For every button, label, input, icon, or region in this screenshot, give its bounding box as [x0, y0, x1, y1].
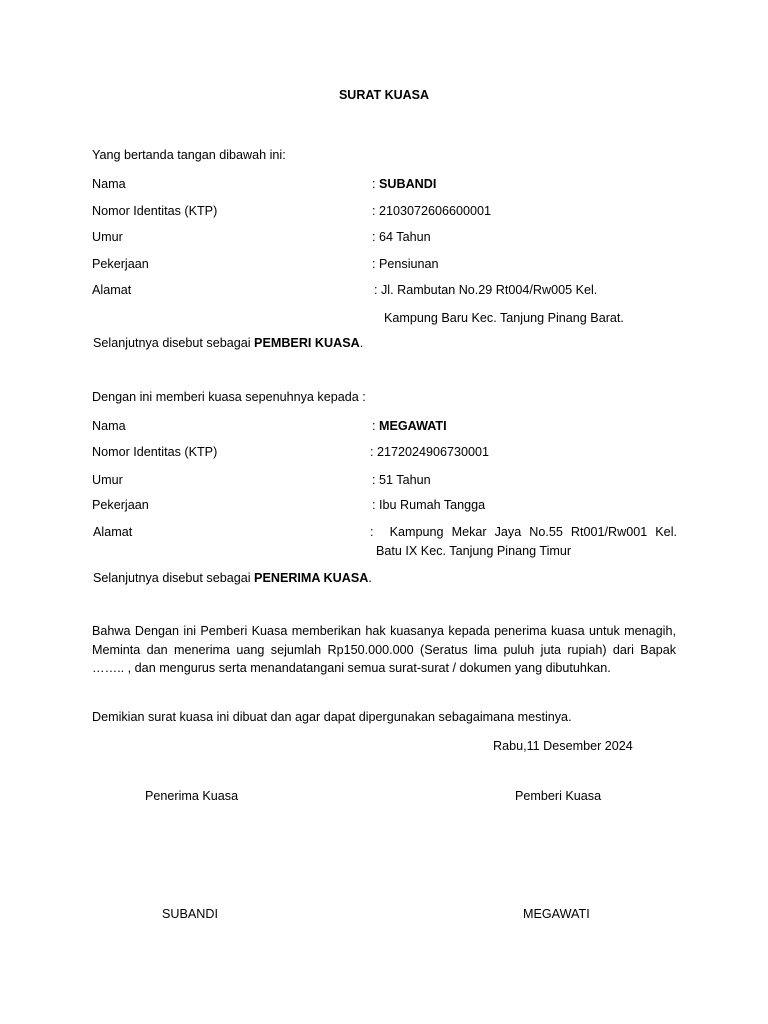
- giver-umur-value: : 64 Tahun: [372, 230, 431, 244]
- receiver-alamat-1: Kampung Mekar Jaya No.55 Rt001/Rw001 Kel.: [389, 525, 677, 539]
- receiver-umur-value: : 51 Tahun: [372, 473, 431, 487]
- receiver-umur: 51 Tahun: [379, 473, 431, 487]
- giver-role: PEMBERI KUASA: [254, 336, 360, 350]
- receiver-nama: MEGAWATI: [379, 419, 447, 433]
- receiver-pekerjaan-label: Pekerjaan: [92, 498, 149, 512]
- giver-pekerjaan-value: : Pensiunan: [372, 257, 439, 271]
- giver-ktp-label: Nomor Identitas (KTP): [92, 204, 218, 218]
- giver-pekerjaan: Pensiunan: [379, 257, 439, 271]
- giver-alamat-line1: : Jl. Rambutan No.29 Rt004/Rw005 Kel.: [374, 283, 598, 297]
- receiver-summary-suffix: .: [368, 571, 372, 585]
- giver-alamat-1: Jl. Rambutan No.29 Rt004/Rw005 Kel.: [381, 283, 598, 297]
- receiver-ktp-label: Nomor Identitas (KTP): [92, 445, 218, 459]
- giver-ktp-value: : 2103072606600001: [372, 204, 492, 218]
- closing-text: Demikian surat kuasa ini dibuat dan agar dapat dipergunakan sebagaimana mestinya.: [92, 710, 572, 724]
- receiver-pekerjaan-value: : Ibu Rumah Tangga: [372, 498, 486, 512]
- letter-date: Rabu,11 Desember 2024: [493, 739, 633, 753]
- receiver-ktp-value: : 2172024906730001: [370, 445, 490, 459]
- giver-ktp: 2103072606600001: [379, 204, 492, 218]
- letter-title: SURAT KUASA: [338, 88, 430, 102]
- receiver-alamat-label: Alamat: [93, 525, 133, 539]
- receiver-summary-prefix: Selanjutnya disebut sebagai: [93, 571, 255, 585]
- giver-alamat-line2: Kampung Baru Kec. Tanjung Pinang Barat.: [384, 311, 624, 325]
- intro-text: Yang bertanda tangan dibawah ini:: [92, 148, 286, 162]
- receiver-alamat-line2: Batu IX Kec. Tanjung Pinang Timur: [376, 544, 572, 558]
- giver-nama-value: : SUBANDI: [372, 177, 437, 191]
- left-signature-name: SUBANDI: [162, 907, 218, 921]
- giver-summary-prefix: Selanjutnya disebut sebagai: [93, 336, 255, 350]
- giver-summary-suffix: .: [359, 336, 364, 350]
- giver-summary: [93, 337, 363, 350]
- giver-alamat-label: Alamat: [92, 283, 132, 297]
- receiver-nama-value: : MEGAWATI: [372, 419, 447, 433]
- right-signature-name: MEGAWATI: [523, 907, 590, 921]
- receiver-ktp: 2172024906730001: [377, 445, 490, 459]
- giver-umur: 64 Tahun: [379, 230, 431, 244]
- receiver-role: PENERIMA KUASA: [254, 571, 369, 585]
- giver-pekerjaan-label: Pekerjaan: [92, 257, 149, 271]
- giver-nama: SUBANDI: [379, 177, 437, 191]
- body-paragraph: Bahwa Dengan ini Pemberi Kuasa memberikan hak kuasanya kepada penerima kuasa untuk menagih, Meminta dan menerima uang sejumlah Rp150.000.000 (Seratus lima puluh juta rupiah) dari Bapak …….. , dan mengurus serta menandatangani semua surat-surat / dokumen yang dibutuhkan.: [92, 624, 676, 676]
- receiver-nama-label: Nama: [92, 419, 126, 433]
- receiver-signature-role: Penerima Kuasa: [145, 789, 239, 803]
- grant-intro-text: Dengan ini memberi kuasa sepenuhnya kepada :: [92, 390, 366, 404]
- receiver-summary: [93, 572, 372, 585]
- giver-signature-role: Pemberi Kuasa: [515, 789, 602, 803]
- giver-nama-label: Nama: [92, 177, 126, 191]
- receiver-umur-label: Umur: [92, 473, 123, 487]
- receiver-alamat-line1: : Kampung Mekar Jaya No.55 Rt001/Rw001 Kel.: [370, 525, 677, 539]
- giver-umur-label: Umur: [92, 230, 123, 244]
- receiver-pekerjaan: Ibu Rumah Tangga: [379, 498, 486, 512]
